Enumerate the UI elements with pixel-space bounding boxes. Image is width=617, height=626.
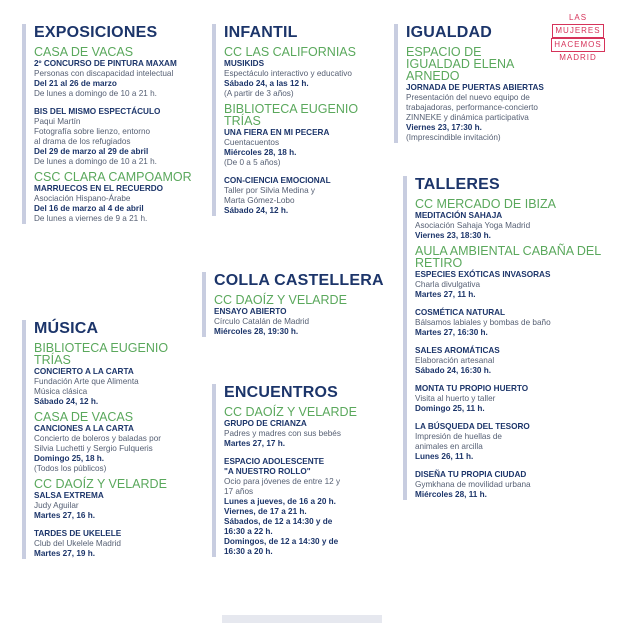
venue-name: BIBLIOTECA EUGENIO TRÍAS <box>34 341 169 367</box>
event-detail: 17 años <box>224 487 254 496</box>
event-title: COSMÉTICA NATURAL <box>415 308 506 317</box>
venue-name: BIBLIOTECA EUGENIO TRÍAS <box>224 102 359 128</box>
venue-name: CSC CLARA CAMPOAMOR <box>34 170 192 184</box>
event-detail: Charla divulgativa <box>415 280 481 289</box>
logo-line-4: MADRID <box>559 53 597 62</box>
event-title: MARRUECOS EN EL RECUERDO <box>34 184 164 193</box>
event-detail: De lunes a viernes de 9 a 21 h. <box>34 214 148 223</box>
event-title: ESPACIO ADOLESCENTE <box>224 457 325 466</box>
event-detail: Elaboración artesanal <box>415 356 495 365</box>
venue-name: CC DAOÍZ Y VELARDE <box>224 405 357 419</box>
event-detail: De lunes a domingo de 10 a 21 h. <box>34 157 157 166</box>
event-detail: Bálsamos labiales y bombas de baño <box>415 318 551 327</box>
footer-bar <box>222 615 382 623</box>
section-title: INFANTIL <box>224 24 298 41</box>
event-detail: ZINNEKE y dinámica participativa <box>406 113 529 122</box>
event-detail: Ocio para jóvenes de entre 12 y <box>224 477 341 486</box>
event-date: Domingos, de 12 a 14:30 y de <box>224 537 339 546</box>
event-detail: (Todos los públicos) <box>34 464 107 473</box>
event-title: 2º CONCURSO DE PINTURA MAXAM <box>34 59 177 68</box>
event-date: Martes 27, 16:30 h. <box>415 328 488 337</box>
event-date: Lunes a jueves, de 16 a 20 h. <box>224 497 336 506</box>
event-detail: animales en arcilla <box>415 442 483 451</box>
venue-name: ESPACIO DE IGUALDAD ELENA ARNEDO <box>406 45 514 83</box>
event-detail: Taller por Silvia Medina y <box>224 186 316 195</box>
event-date: Sábados, de 12 a 14:30 y de <box>224 517 333 526</box>
section-title: IGUALDAD <box>406 24 493 41</box>
section-infantil <box>212 24 392 216</box>
event-date: Sábado 24, 12 h. <box>34 397 99 406</box>
venue-name: AULA AMBIENTAL CABAÑA DEL RETIRO <box>415 244 601 270</box>
event-date: Miércoles 28, 18 h. <box>224 148 297 157</box>
event-date: Viernes 23, 17:30 h. <box>406 123 482 132</box>
event-date: Martes 27, 17 h. <box>224 439 285 448</box>
event-detail: Judy Aguilar <box>34 501 79 510</box>
section-title: TALLERES <box>415 176 500 193</box>
event-detail: Personas con discapacidad intelectual <box>34 69 174 78</box>
event-detail: Club del Ukelele Madrid <box>34 539 121 548</box>
event-detail: Presentación del nuevo equipo de <box>406 93 530 102</box>
venue-name: CC MERCADO DE IBIZA <box>415 197 556 211</box>
event-title: LA BÚSQUEDA DEL TESORO <box>415 422 530 431</box>
event-title: ENSAYO ABIERTO <box>214 307 287 316</box>
event-detail: Marta Gómez-Lobo <box>224 196 295 205</box>
event-title: CON-CIENCIA EMOCIONAL <box>224 176 331 185</box>
event-title: GRUPO DE CRIANZA <box>224 419 307 428</box>
event-date: Sábado 24, a las 12 h. <box>224 79 309 88</box>
venue-name: CC DAOÍZ Y VELARDE <box>214 293 347 307</box>
event-date: Viernes 23, 18:30 h. <box>415 231 491 240</box>
event-date: Sábado 24, 12 h. <box>224 206 289 215</box>
section-musica <box>22 320 207 559</box>
event-date: Martes 27, 11 h. <box>415 290 476 299</box>
event-date: "A NUESTRO ROLLO" <box>224 467 311 476</box>
event-title: SALES AROMÁTICAS <box>415 346 500 355</box>
event-detail: (De 0 a 5 años) <box>224 158 281 167</box>
event-detail: Espectáculo interactivo y educativo <box>224 69 352 78</box>
section-title: MÚSICA <box>34 320 99 337</box>
event-detail: De lunes a domingo de 10 a 21 h. <box>34 89 157 98</box>
venue-name: CC LAS CALIFORNIAS <box>224 45 356 59</box>
event-detail: Visita al huerto y taller <box>415 394 496 403</box>
event-detail: Padres y madres con sus bebés <box>224 429 341 438</box>
event-date: Sábado 24, 16:30 h. <box>415 366 491 375</box>
event-date: Del 16 de marzo al 4 de abril <box>34 204 144 213</box>
event-title: DISEÑA TU PROPIA CIUDAD <box>415 470 527 479</box>
event-detail: al drama de los refugiados <box>34 137 131 146</box>
section-colla-castellera <box>202 272 392 337</box>
section-igualdad <box>394 24 544 143</box>
event-detail: Fundación Arte que Alimenta <box>34 377 139 386</box>
event-title: TARDES DE UKELELE <box>34 529 122 538</box>
venue-name: CASA DE VACAS <box>34 410 134 424</box>
event-date: Domingo 25, 18 h. <box>34 454 105 463</box>
event-date: Lunes 26, 11 h. <box>415 452 474 461</box>
section-encuentros <box>212 384 392 557</box>
venue-name: CASA DE VACAS <box>34 45 134 59</box>
event-detail: Paqui Martín <box>34 117 81 126</box>
event-title: MONTA TU PROPIO HUERTO <box>415 384 529 393</box>
logo-line-1: LAS <box>568 13 588 22</box>
event-detail: Gymkhana de movilidad urbana <box>415 480 531 489</box>
section-title: ENCUENTROS <box>224 384 339 401</box>
event-date: Martes 27, 19 h. <box>34 549 95 558</box>
event-title: CANCIONES A LA CARTA <box>34 424 134 433</box>
event-date: Viernes, de 17 a 21 h. <box>224 507 307 516</box>
event-date: Del 29 de marzo al 29 de abril <box>34 147 149 156</box>
event-detail: trabajadoras, performance-concierto <box>406 103 538 112</box>
event-detail: Asociación Hispano-Árabe <box>34 194 131 203</box>
section-title: COLLA CASTELLERA <box>214 272 384 289</box>
venue-name: CC DAOÍZ Y VELARDE <box>34 477 167 491</box>
section-title: EXPOSICIONES <box>34 24 158 41</box>
event-detail: (A partir de 3 años) <box>224 89 294 98</box>
section-talleres <box>403 176 603 500</box>
event-detail: Cuentacuentos <box>224 138 280 147</box>
event-title: MEDITACIÓN SAHAJA <box>415 211 503 220</box>
event-title: ESPECIES EXÓTICAS INVASORAS <box>415 270 551 279</box>
event-title: CONCIERTO A LA CARTA <box>34 367 134 376</box>
event-detail: Asociación Sahaja Yoga Madrid <box>415 221 531 230</box>
event-date: Miércoles 28, 11 h. <box>415 490 487 499</box>
event-date: Del 21 al 26 de marzo <box>34 79 117 88</box>
event-detail: Fotografía sobre lienzo, entorno <box>34 127 151 136</box>
event-title: SALSA EXTREMA <box>34 491 104 500</box>
event-date: 16:30 a 20 h. <box>224 547 273 556</box>
event-date: Martes 27, 16 h. <box>34 511 95 520</box>
event-title: JORNADA DE PUERTAS ABIERTAS <box>406 83 544 92</box>
event-detail: (Imprescindible invitación) <box>406 133 501 142</box>
event-detail: Silvia Luchetti y Sergio Fulqueris <box>34 444 153 453</box>
event-title: BIS DEL MISMO ESPECTÁCULO <box>34 107 161 116</box>
event-detail: Círculo Catalán de Madrid <box>214 317 310 326</box>
event-title: MUSIKIDS <box>224 59 265 68</box>
section-exposiciones <box>22 24 207 224</box>
logo-line-3: HACEMOS <box>551 38 604 52</box>
event-date: Miércoles 28, 19:30 h. <box>214 327 299 336</box>
event-date: 16:30 a 22 h. <box>224 527 273 536</box>
las-mujeres-hacemos-madrid-logo <box>549 12 607 64</box>
event-detail: Música clásica <box>34 387 88 396</box>
event-date: Domingo 25, 11 h. <box>415 404 485 413</box>
logo-line-2: MUJERES <box>552 24 603 38</box>
event-detail: Concierto de boleros y baladas por <box>34 434 161 443</box>
event-detail: Impresión de huellas de <box>415 432 502 441</box>
event-title: UNA FIERA EN MI PECERA <box>224 128 330 137</box>
